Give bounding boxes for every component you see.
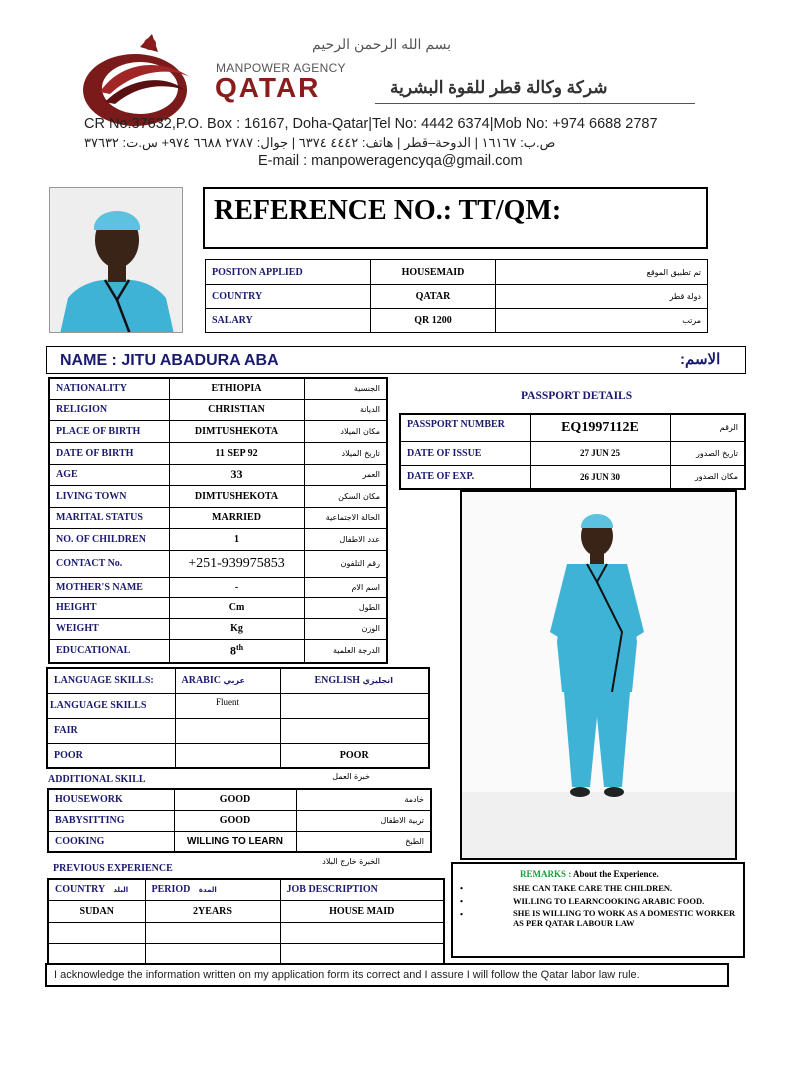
table-row [49, 618, 387, 639]
applicant-photo-full [460, 490, 737, 860]
table-row [47, 718, 429, 743]
personal-value: 1 [169, 528, 304, 550]
personal-arabic: رقم التلفون [304, 550, 387, 577]
personal-value: MARRIED [169, 507, 304, 528]
personal-label: EDUCATIONAL [49, 639, 169, 663]
reference-label: REFERENCE NO.: TT/QM: [214, 195, 562, 226]
personal-value: Cm [169, 597, 304, 618]
babysitting-value: GOOD [174, 810, 296, 831]
job-column-header: JOB DESCRIPTION [280, 879, 444, 900]
passport-table [399, 413, 746, 490]
contact-english: CR No:37632,P.O. Box : 16167, Doha-Qatar|Tel No: 4442 6374|Mob No: +974 6688 2787 [84, 116, 658, 132]
country-header-ar: البلد [113, 886, 129, 895]
table-row [48, 922, 444, 943]
personal-label: NO. OF CHILDREN [49, 528, 169, 550]
arabic-header-ar: عربي [223, 676, 245, 686]
personal-arabic: مكان الميلاد [304, 420, 387, 442]
position-value: HOUSEMAID [371, 260, 496, 285]
housework-arabic: خادمة [296, 789, 431, 810]
table-row [48, 879, 444, 900]
additional-skill-table [47, 788, 432, 853]
cooking-label: COOKING [48, 831, 174, 852]
cooking-arabic: الطبخ [296, 831, 431, 852]
issue-date-value: 27 JUN 25 [530, 441, 670, 465]
country-column-header [48, 879, 145, 900]
personal-value: - [169, 577, 304, 597]
babysitting-label: BABYSITTING [48, 810, 174, 831]
passport-number-value: EQ1997112E [530, 414, 670, 441]
babysitting-arabic: تربية الاطفال [296, 810, 431, 831]
position-table [205, 259, 708, 333]
passport-title: PASSPORT DETAILS [521, 390, 633, 402]
salary-arabic: مرتب [496, 309, 708, 333]
remark-text: SHE CAN TAKE CARE THE CHILDREN. [513, 883, 673, 893]
list-item: • SHE IS WILLING TO WORK AS A DOMESTIC WORKER AS PER QATAR LABOUR LAW [460, 908, 740, 929]
table-row [49, 464, 387, 485]
remark-text: SHE IS WILLING TO WORK AS A DOMESTIC WORKER AS PER QATAR LABOUR LAW [513, 907, 736, 929]
personal-label: HEIGHT [49, 597, 169, 618]
personal-label: MARITAL STATUS [49, 507, 169, 528]
table-row [48, 810, 431, 831]
personal-arabic: الوزن [304, 618, 387, 639]
personal-label: MOTHER'S NAME [49, 577, 169, 597]
table-row [400, 414, 745, 441]
arabic-header-text: ARABIC [181, 675, 221, 687]
empty-cell [280, 922, 444, 943]
agency-name-big: QATAR [215, 72, 321, 103]
position-label: POSITON APPLIED [206, 260, 371, 285]
table-row [48, 900, 444, 922]
issue-date-arabic: تاريخ الصدور [670, 441, 745, 465]
english-column-header [280, 668, 429, 693]
table-row [49, 528, 387, 550]
expiry-date-label: DATE OF EXP. [400, 465, 530, 489]
previous-experience-title-arabic: الخبرة خارج البلاد [322, 857, 380, 866]
passport-number-label: PASSPORT NUMBER [400, 414, 530, 441]
bismillah-calligraphy: بسم الله الرحمن الرحيم [312, 36, 452, 52]
table-row [206, 285, 708, 309]
table-row [49, 507, 387, 528]
personal-value: DIMTUSHEKOTA [169, 420, 304, 442]
country-header-text: COUNTRY [55, 884, 105, 896]
header-divider [375, 103, 695, 104]
empty-cell [280, 943, 444, 964]
personal-arabic: مكان السكن [304, 485, 387, 507]
table-row [49, 550, 387, 577]
table-row [47, 743, 429, 768]
table-row [49, 442, 387, 464]
arabic-column-header [175, 668, 280, 693]
remarks-subtitle: About the Experience. [573, 869, 659, 879]
personal-details-table [48, 377, 388, 664]
fair-row-label: FAIR [47, 718, 175, 743]
personal-value: 33 [169, 464, 304, 485]
personal-arabic: عدد الاطفال [304, 528, 387, 550]
education-suffix: th [235, 643, 244, 653]
personal-value [169, 639, 304, 663]
issue-date-label: DATE OF ISSUE [400, 441, 530, 465]
personal-arabic: الدرجة العلمية [304, 639, 387, 663]
language-table [46, 667, 430, 769]
remarks-label: REMARKS : [520, 869, 572, 879]
experience-table [47, 878, 445, 965]
expiry-date-value: 26 JUN 30 [530, 465, 670, 489]
table-row [206, 309, 708, 333]
english-header-text: ENGLISH [314, 675, 361, 687]
list-item: • SHE CAN TAKE CARE THE CHILDREN. [460, 883, 673, 893]
expiry-date-arabic: مكان الصدور [670, 465, 745, 489]
poor-row-label: POOR [47, 743, 175, 768]
arabic-level: Fluent [175, 693, 280, 718]
country-arabic: دولة قطر [496, 285, 708, 309]
personal-arabic: الجنسية [304, 378, 387, 399]
remarks-heading [520, 869, 659, 879]
salary-value: QR 1200 [371, 309, 496, 333]
empty-cell [145, 922, 280, 943]
poor-arabic [175, 743, 280, 768]
empty-cell [48, 943, 145, 964]
remarks-list [460, 882, 740, 929]
table-row [206, 260, 708, 285]
agency-name-small: MANPOWER AGENCY [216, 61, 346, 75]
table-row [49, 577, 387, 597]
table-row [48, 831, 431, 852]
additional-skill-title-arabic: خبرة العمل [332, 772, 370, 781]
experience-country: SUDAN [48, 900, 145, 922]
table-row [47, 693, 429, 718]
english-level [280, 693, 429, 718]
personal-label: AGE [49, 464, 169, 485]
personal-arabic: تاريخ الميلاد [304, 442, 387, 464]
table-row [47, 668, 429, 693]
cooking-value: WILLING TO LEARN [174, 831, 296, 852]
country-value: QATAR [371, 285, 496, 309]
position-arabic: تم تطبيق الموقع [496, 260, 708, 285]
education-level: 8 [229, 643, 236, 658]
personal-label: RELIGION [49, 399, 169, 420]
agency-name-arabic: شركة وكالة قطر للقوة البشرية [390, 78, 608, 97]
personal-value: 11 SEP 92 [169, 442, 304, 464]
table-row [49, 485, 387, 507]
table-row [400, 441, 745, 465]
list-item: • WILLING TO LEARNCOOKING ARABIC FOOD. [460, 895, 705, 906]
empty-cell [145, 943, 280, 964]
additional-skill-title: ADDITIONAL SKILL [48, 774, 146, 785]
personal-label: CONTACT No. [49, 550, 169, 577]
table-row [49, 639, 387, 663]
personal-arabic: الديانة [304, 399, 387, 420]
housework-label: HOUSEWORK [48, 789, 174, 810]
personal-arabic: الحالة الاجتماعية [304, 507, 387, 528]
personal-value: +251-939975853 [169, 550, 304, 577]
personal-value: ETHIOPIA [169, 378, 304, 399]
personal-label: NATIONALITY [49, 378, 169, 399]
experience-job: HOUSE MAID [280, 900, 444, 922]
empty-cell [48, 922, 145, 943]
table-row [49, 399, 387, 420]
personal-value: CHRISTIAN [169, 399, 304, 420]
table-row [48, 943, 444, 964]
applicant-photo-portrait [49, 187, 183, 333]
table-row [400, 465, 745, 489]
fair-english [280, 718, 429, 743]
english-header-ar: انجليزي [362, 676, 393, 686]
remark-text: WILLING TO LEARNCOOKING ARABIC FOOD. [513, 895, 705, 906]
period-column-header [145, 879, 280, 900]
language-header-label: LANGUAGE SKILLS: [47, 668, 175, 693]
period-header-text: PERIOD [151, 884, 191, 896]
personal-label: WEIGHT [49, 618, 169, 639]
country-label: COUNTRY [206, 285, 371, 309]
table-row [48, 789, 431, 810]
personal-value: Kg [169, 618, 304, 639]
fair-arabic [175, 718, 280, 743]
table-row [49, 420, 387, 442]
personal-arabic: العمر [304, 464, 387, 485]
table-row [49, 378, 387, 399]
housework-value: GOOD [174, 789, 296, 810]
personal-label: DATE OF BIRTH [49, 442, 169, 464]
previous-experience-title: PREVIOUS EXPERIENCE [53, 863, 173, 874]
passport-number-arabic: الرقم [670, 414, 745, 441]
poor-english: POOR [280, 743, 429, 768]
language-row-label: LANGUAGE SKILLS [47, 693, 175, 718]
personal-value: DIMTUSHEKOTA [169, 485, 304, 507]
period-header-ar: المدة [198, 886, 217, 895]
email-line: E-mail : manpoweragencyqa@gmail.com [258, 153, 523, 169]
applicant-name: NAME : JITU ABADURA ABA [60, 352, 279, 369]
experience-period: 2YEARS [145, 900, 280, 922]
personal-label: PLACE OF BIRTH [49, 420, 169, 442]
acknowledgement-text: I acknowledge the information written on my application form its correct and I assure I will follow the Qatar labor law rule. [54, 969, 640, 981]
salary-label: SALARY [206, 309, 371, 333]
personal-arabic: الطول [304, 597, 387, 618]
personal-label: LIVING TOWN [49, 485, 169, 507]
contact-arabic: ص.ب: ١٦١٦٧ | الدوحة–قطر | هاتف: ٤٤٤٢ ٦٣٧٤ | جوال: ٢٧٨٧ ٦٦٨٨ ٩٧٤+ س.ت: ٣٧٦٣٢ [84, 135, 556, 150]
applicant-name-arabic: الاسم: [680, 351, 721, 368]
personal-arabic: اسم الام [304, 577, 387, 597]
table-row [49, 597, 387, 618]
